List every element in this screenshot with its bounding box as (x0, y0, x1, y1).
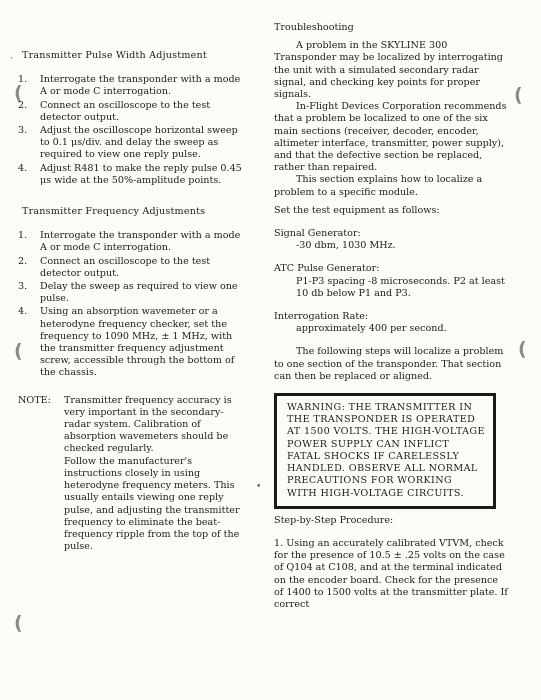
binder-hole-mark: ( (14, 340, 23, 362)
atc-generator-value: P1-P3 spacing -8 microseconds. P2 at least 10 db below P1 and P3. (296, 275, 505, 299)
binder-hole-mark: ( (14, 82, 23, 104)
binder-hole-mark: ( (14, 612, 23, 634)
list-item: 1. Interrogate the transponder with a mode A or mode C interrogation. (18, 230, 241, 254)
list-item: 4. Adjust R481 to make the reply pulse 0.45 μs wide at the 50%-amplitude points. (18, 162, 242, 186)
binder-hole-mark: ( (518, 338, 527, 360)
interrogation-rate-value: approximately 400 per second. (296, 323, 447, 335)
frequency-heading: Transmitter Frequency Adjustments (22, 206, 206, 218)
step-paragraph: 1. Using an accurately calibrated VTVM, check for the presence of 10.5 ± .25 volts on the case of Q104 at C108, and at the terminal indicated on the encoder board. Check for the presence of 1400 to 1500 volts at the transmitter plate. If correct (274, 537, 508, 610)
list-item: 2. Connect an oscilloscope to the test detector output. (18, 255, 211, 279)
stray-mark: · (10, 54, 13, 64)
note-block (18, 395, 250, 554)
binder-hole-mark: ( (514, 84, 523, 106)
paragraph: Set the test equipment as follows: (274, 204, 440, 216)
signal-generator-label: Signal Generator: (274, 228, 361, 240)
note-paragraph: Follow the manufacturer's instructions closely in using heterodyne frequency meters. This usually entails viewing one reply pulse, and adjusting the transmitter frequency to eliminate the beat-frequency ripple from the top of the pulse. (64, 455, 240, 553)
step-procedure-heading: Step-by-Step Procedure: (274, 514, 394, 526)
note-label: NOTE: (18, 394, 51, 406)
left-column (18, 50, 250, 553)
pulse-width-steps (18, 74, 250, 187)
signal-generator-value: -30 dbm, 1030 MHz. (296, 240, 396, 252)
paragraph: A problem in the SKYLINE 300 Transponder may be localized by interrogating the unit with a simulated secondary radar signal, and checking key points for proper signals. (274, 40, 503, 101)
list-item: 4. Using an absorption wavemeter or a heterodyne frequency checker, set the frequency to 1090 MHz, ± 1 MHz, with the transmitter frequency adjustment screw, accessible through the bottom of the chassis. (18, 306, 235, 379)
warning-box: WARNING: THE TRANSMITTER IN THE TRANSPONDER IS OPERATED AT 1500 VOLTS. THE HIGH-VOLTAGE POWER SUPPLY CAN INFLICT FATAL SHOCKS IF CARELESSLY HANDLED. OBSERVE ALL NORMAL PRECAUTIONS FOR WORKING WITH HIGH-VOLTAGE CIRCUITS. (274, 393, 496, 509)
list-item: 1. Interrogate the transponder with a mode A or mode C interrogation. (18, 74, 241, 98)
paragraph: This section explains how to localize a problem to a specific module. (274, 174, 483, 198)
list-item: 3. Delay the sweep as required to view one pulse. (18, 281, 238, 305)
paragraph: In-Flight Devices Corporation recommends that a problem be localized to one of the six main sections (receiver, decoder, encoder, altimeter interface, transmitter, power supply), and that the defective section be replaced, rather than repaired. (274, 101, 507, 174)
note-paragraph: Transmitter frequency accuracy is very important in the secondary-radar system. Calibration of absorption wavemeters should be checked regularly. (64, 394, 232, 455)
paragraph: The following steps will localize a problem to one section of the transponder. That section can then be replaced or aligned. (274, 346, 504, 382)
troubleshooting-heading: Troubleshooting (274, 22, 354, 33)
pulse-width-heading: Transmitter Pulse Width Adjustment (22, 50, 207, 61)
list-item: 2. Connect an oscilloscope to the test detector output. (18, 99, 211, 123)
right-column (274, 22, 510, 611)
interrogation-rate-label: Interrogation Rate: (274, 311, 369, 323)
frequency-steps (18, 230, 250, 379)
stray-mark: • (256, 482, 262, 492)
list-item: 3. Adjust the oscilloscope horizontal sweep to 0.1 μs/div. and delay the sweep as required to view one reply pulse. (18, 125, 238, 161)
atc-generator-label: ATC Pulse Generator: (274, 263, 380, 275)
